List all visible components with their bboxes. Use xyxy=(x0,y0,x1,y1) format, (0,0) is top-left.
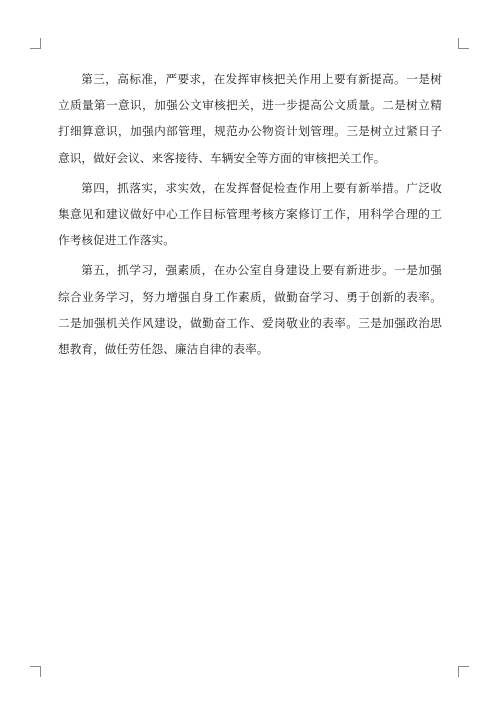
crop-mark-top-right xyxy=(458,38,469,49)
crop-mark-top-left xyxy=(30,38,41,49)
paragraph-fourth: 第四，抓落实，求实效，在发挥督促检查作用上要有新举措。广泛收集意见和建议做好中心工作目标管理考核方案修订工作，用科学合理的工作考核促进工作落实。 xyxy=(58,180,442,248)
paragraph-fifth: 第五，抓学习，强素质，在办公室自身建设上要有新进步。一是加强综合业务学习，努力增强自身工作素质，做勤奋学习、勇于创新的表率。二是加强机关作风建设，做勤奋工作、爱岗敬业的表率。三是加强政治思想教育，做任劳任怨、廉洁自律的表率。 xyxy=(58,263,442,357)
paragraph-third: 第三，高标准，严要求，在发挥审核把关作用上要有新提高。一是树立质量第一意识，加强公文审核把关，进一步提高公文质量。二是树立精打细算意识，加强内部管理，规范办公物资计划管理。三是树立过紧日子意识，做好会议、来客接待、车辆安全等方面的审核把关工作。 xyxy=(58,72,442,165)
crop-mark-bottom-right xyxy=(458,666,469,677)
document-body xyxy=(58,66,442,366)
crop-mark-bottom-left xyxy=(30,666,41,677)
